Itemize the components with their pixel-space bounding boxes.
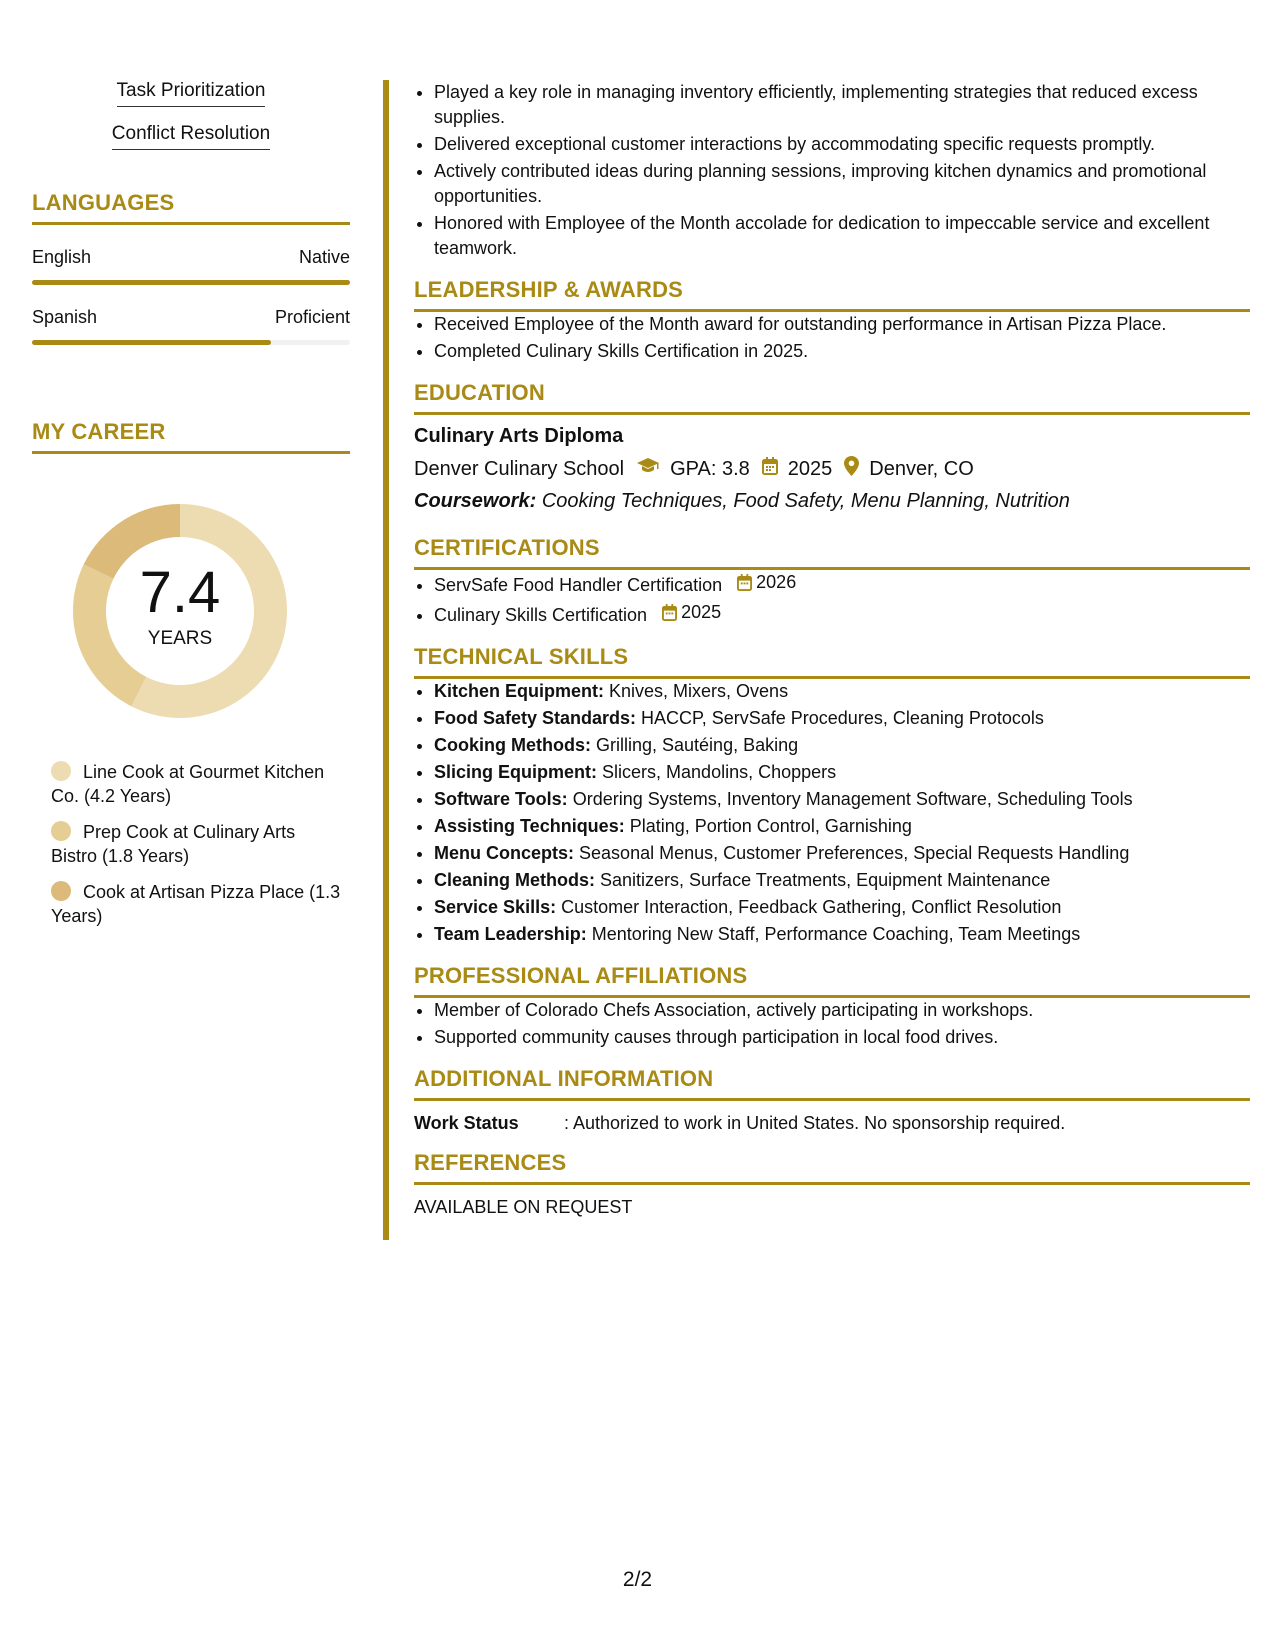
page-number: 2/2 xyxy=(622,1568,653,1591)
coursework: Coursework: Cooking Techniques, Food Safety, Menu Planning, Nutrition xyxy=(414,490,1070,512)
right-column xyxy=(414,80,1250,1218)
languages-heading: LANGUAGES xyxy=(32,190,350,225)
legend-dot xyxy=(51,881,71,901)
references-section xyxy=(414,1150,1250,1218)
location: Denver, CO xyxy=(869,457,974,480)
legend-item: Line Cook at Gourmet Kitchen Co. (4.2 Years) xyxy=(51,762,325,806)
list-item: • Slicing Equipment: Slicers, Mandolins, Choppers xyxy=(434,760,1250,785)
list-item: • Service Skills: Customer Interaction, Feedback Gathering, Conflict Resolution xyxy=(434,895,1250,920)
language-english xyxy=(32,247,350,285)
list-item: • Team Leadership: Mentoring New Staff, Performance Coaching, Team Meetings xyxy=(434,922,1250,947)
calendar-icon xyxy=(737,574,752,591)
list-item: • Cooking Methods: Grilling, Sautéing, Baking xyxy=(434,733,1250,758)
experience-bullets xyxy=(414,80,1250,261)
list-item: • Food Safety Standards: HACCP, ServSafe Procedures, Cleaning Protocols xyxy=(434,706,1250,731)
cert-year: 2026 xyxy=(756,572,797,592)
list-item: • Assisting Techniques: Plating, Portion Control, Garnishing xyxy=(434,814,1250,839)
legend-item: Cook at Artisan Pizza Place (1.3 Years) xyxy=(51,882,341,926)
language-bar-fill xyxy=(32,280,350,285)
technical-skills-section xyxy=(414,644,1250,947)
legend-dot xyxy=(51,761,71,781)
info-value: : Authorized to work in United States. No sponsorship required. xyxy=(564,1113,1066,1133)
language-level: Proficient xyxy=(274,307,350,327)
legend-dot xyxy=(51,821,71,841)
list-item: • Played a key role in managing inventory efficiently, implementing strategies that reduced excess supplies. xyxy=(434,80,1250,130)
soft-skill: Task Prioritization xyxy=(32,80,350,107)
location-pin-icon xyxy=(844,456,859,482)
additional-info-section xyxy=(414,1066,1250,1134)
leadership-section xyxy=(414,277,1250,364)
education-section xyxy=(414,380,1250,513)
career-heading: MY CAREER xyxy=(32,419,350,454)
graduation-cap-icon xyxy=(636,457,660,481)
list-item: • Actively contributed ideas during planning sessions, improving kitchen dynamics and promotional opportunities. xyxy=(434,159,1250,209)
list-item: • Software Tools: Ordering Systems, Inventory Management Software, Scheduling Tools xyxy=(434,787,1250,812)
language-spanish xyxy=(32,307,350,345)
left-column xyxy=(32,80,350,940)
career-total-value: 7.4 xyxy=(139,560,221,625)
column-divider xyxy=(383,80,389,1240)
language-bar xyxy=(32,280,350,285)
section-heading: LEADERSHIP & AWARDS xyxy=(414,277,1250,312)
language-name: English xyxy=(32,247,92,267)
language-name: Spanish xyxy=(32,307,98,327)
section-heading: CERTIFICATIONS xyxy=(414,535,1250,570)
gpa: GPA: 3.8 xyxy=(670,457,750,480)
section-heading: PROFESSIONAL AFFILIATIONS xyxy=(414,963,1250,998)
list-item: • Menu Concepts: Seasonal Menus, Customer Preferences, Special Requests Handling xyxy=(434,841,1250,866)
info-key: Work Status xyxy=(414,1113,519,1133)
certifications-section xyxy=(414,535,1250,628)
soft-skill: Conflict Resolution xyxy=(32,123,350,150)
section-heading: TECHNICAL SKILLS xyxy=(414,644,1250,679)
section-heading: REFERENCES xyxy=(414,1150,1250,1185)
school-name: Denver Culinary School xyxy=(414,457,625,480)
language-bar xyxy=(32,340,350,345)
language-bar-fill xyxy=(32,340,271,345)
list-item: • Supported community causes through participation in local food drives. xyxy=(434,1025,1250,1050)
technical-skills-list xyxy=(414,679,1250,947)
list-item: • Honored with Employee of the Month accolade for dedication to impeccable service and excellent teamwork. xyxy=(434,211,1250,261)
career-donut-chart xyxy=(65,496,295,726)
section-heading: ADDITIONAL INFORMATION xyxy=(414,1066,1250,1101)
degree: Culinary Arts Diploma xyxy=(414,425,624,447)
list-item: • Delivered exceptional customer interactions by accommodating specific requests promptly. xyxy=(434,132,1250,157)
list-item: • Kitchen Equipment: Knives, Mixers, Ovens xyxy=(434,679,1250,704)
list-item: • Completed Culinary Skills Certification in 2025. xyxy=(434,339,1250,364)
list-item: • Culinary Skills Certification 2025 xyxy=(434,600,1250,628)
list-item: • Member of Colorado Chefs Association, actively participating in workshops. xyxy=(434,998,1250,1023)
calendar-icon xyxy=(762,457,778,481)
section-heading: EDUCATION xyxy=(414,380,1250,415)
career-total-unit: YEARS xyxy=(147,628,213,649)
list-item: • ServSafe Food Handler Certification 2026 xyxy=(434,570,1250,598)
list-item: • Received Employee of the Month award for outstanding performance in Artisan Pizza Place. xyxy=(434,312,1250,337)
graduation-year: 2025 xyxy=(787,457,833,480)
references-text: AVAILABLE ON REQUEST xyxy=(414,1197,633,1217)
legend-item: Prep Cook at Culinary Arts Bistro (1.8 Years) xyxy=(51,822,296,866)
career-legend xyxy=(51,760,341,928)
calendar-icon xyxy=(662,604,677,621)
list-item: • Cleaning Methods: Sanitizers, Surface Treatments, Equipment Maintenance xyxy=(434,868,1250,893)
language-level: Native xyxy=(298,247,350,267)
cert-year: 2025 xyxy=(681,602,722,622)
affiliations-section xyxy=(414,963,1250,1050)
